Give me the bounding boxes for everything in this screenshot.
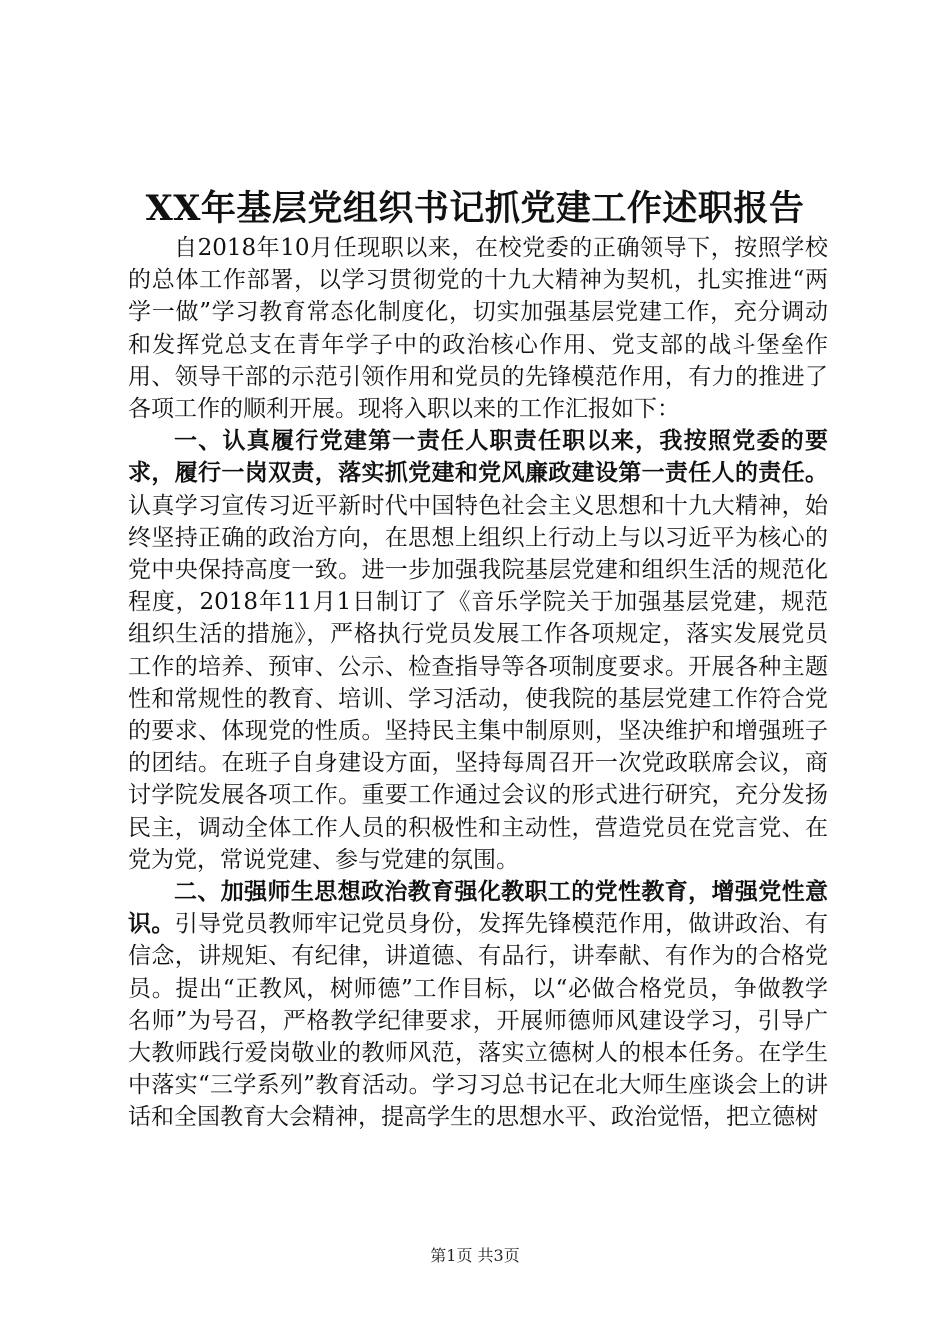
section-1-paragraph <box>128 425 828 876</box>
section-1-heading: 一、认真履行党建第一责任人职责任职以来，我按照党委的要求，履行一岗双责，落实抓党建和党风廉政建设第一责任人的责任。 <box>128 427 828 487</box>
page-footer: 第1页 共3页 <box>430 1246 520 1265</box>
section-1-text: 认真学习宣传习近平新时代中国特色社会主义思想和十九大精神，始终坚持正确的政治方向，在思想上组织上行动上与以习近平为核心的党中央保持高度一致。进一步加强我院基层党建和组织生活的规范化程度，2018年11月1日制订了《音乐学院关于加强基层党建，规范组织生活的措施》，严格执行党员发展工作各项规定，落实发展党员工作的培养、预审、公示、检查指导等各项制度要求。开展各种主题性和常规性的教育、培训、学习活动，使我院的基层党建工作符合党的要求、体现党的性质。坚持民主集中制原则，坚决维护和增强班子的团结。在班子自身建设方面，坚持每周召开一次党政联席会议，商讨学院发展各项工作。重要工作通过会议的形式进行研究，充分发扬民主，调动全体工作人员的积极性和主动性，营造党员在党言党、在党为党，常说党建、参与党建的氛围。 <box>128 492 828 873</box>
document-body <box>128 232 828 1134</box>
section-2-paragraph <box>128 876 828 1134</box>
section-2-text: 引导党员教师牢记党员身份，发挥先锋模范作用，做讲政治、有信念，讲规矩、有纪律，讲道德、有品行，讲奉献、有作为的合格党员。提出“正教风，树师德”工作目标，以“必做合格党员，争做教学名师”为号召，严格教学纪律要求，开展师德师风建设学习，引导广大教师践行爱岗敬业的教师风范，落实立德树人的根本任务。在学生中落实“三学系列”教育活动。学习习总书记在北大师生座谈会上的讲话和全国教育大会精神，提高学生的思想水平、政治觉悟，把立德树 <box>128 911 829 1131</box>
intro-paragraph: 自2018年10月任现职以来，在校党委的正确领导下，按照学校的总体工作部署，以学习贯彻党的十九大精神为契机，扎实推进“两学一做”学习教育常态化制度化，切实加强基层党建工作，充分调动和发挥党总支在青年学子中的政治核心作用、党支部的战斗堡垒作用、领导干部的示范引领作用和党员的先锋模范作用，有力的推进了各项工作的顺利开展。现将入职以来的工作汇报如下： <box>128 235 828 423</box>
document-title: XX年基层党组织书记抓党建工作述职报告 <box>145 188 805 229</box>
section-2-heading: 二、加强师生思想政治教育强化教职工的党性教育，增强党性意识。 <box>128 878 828 938</box>
